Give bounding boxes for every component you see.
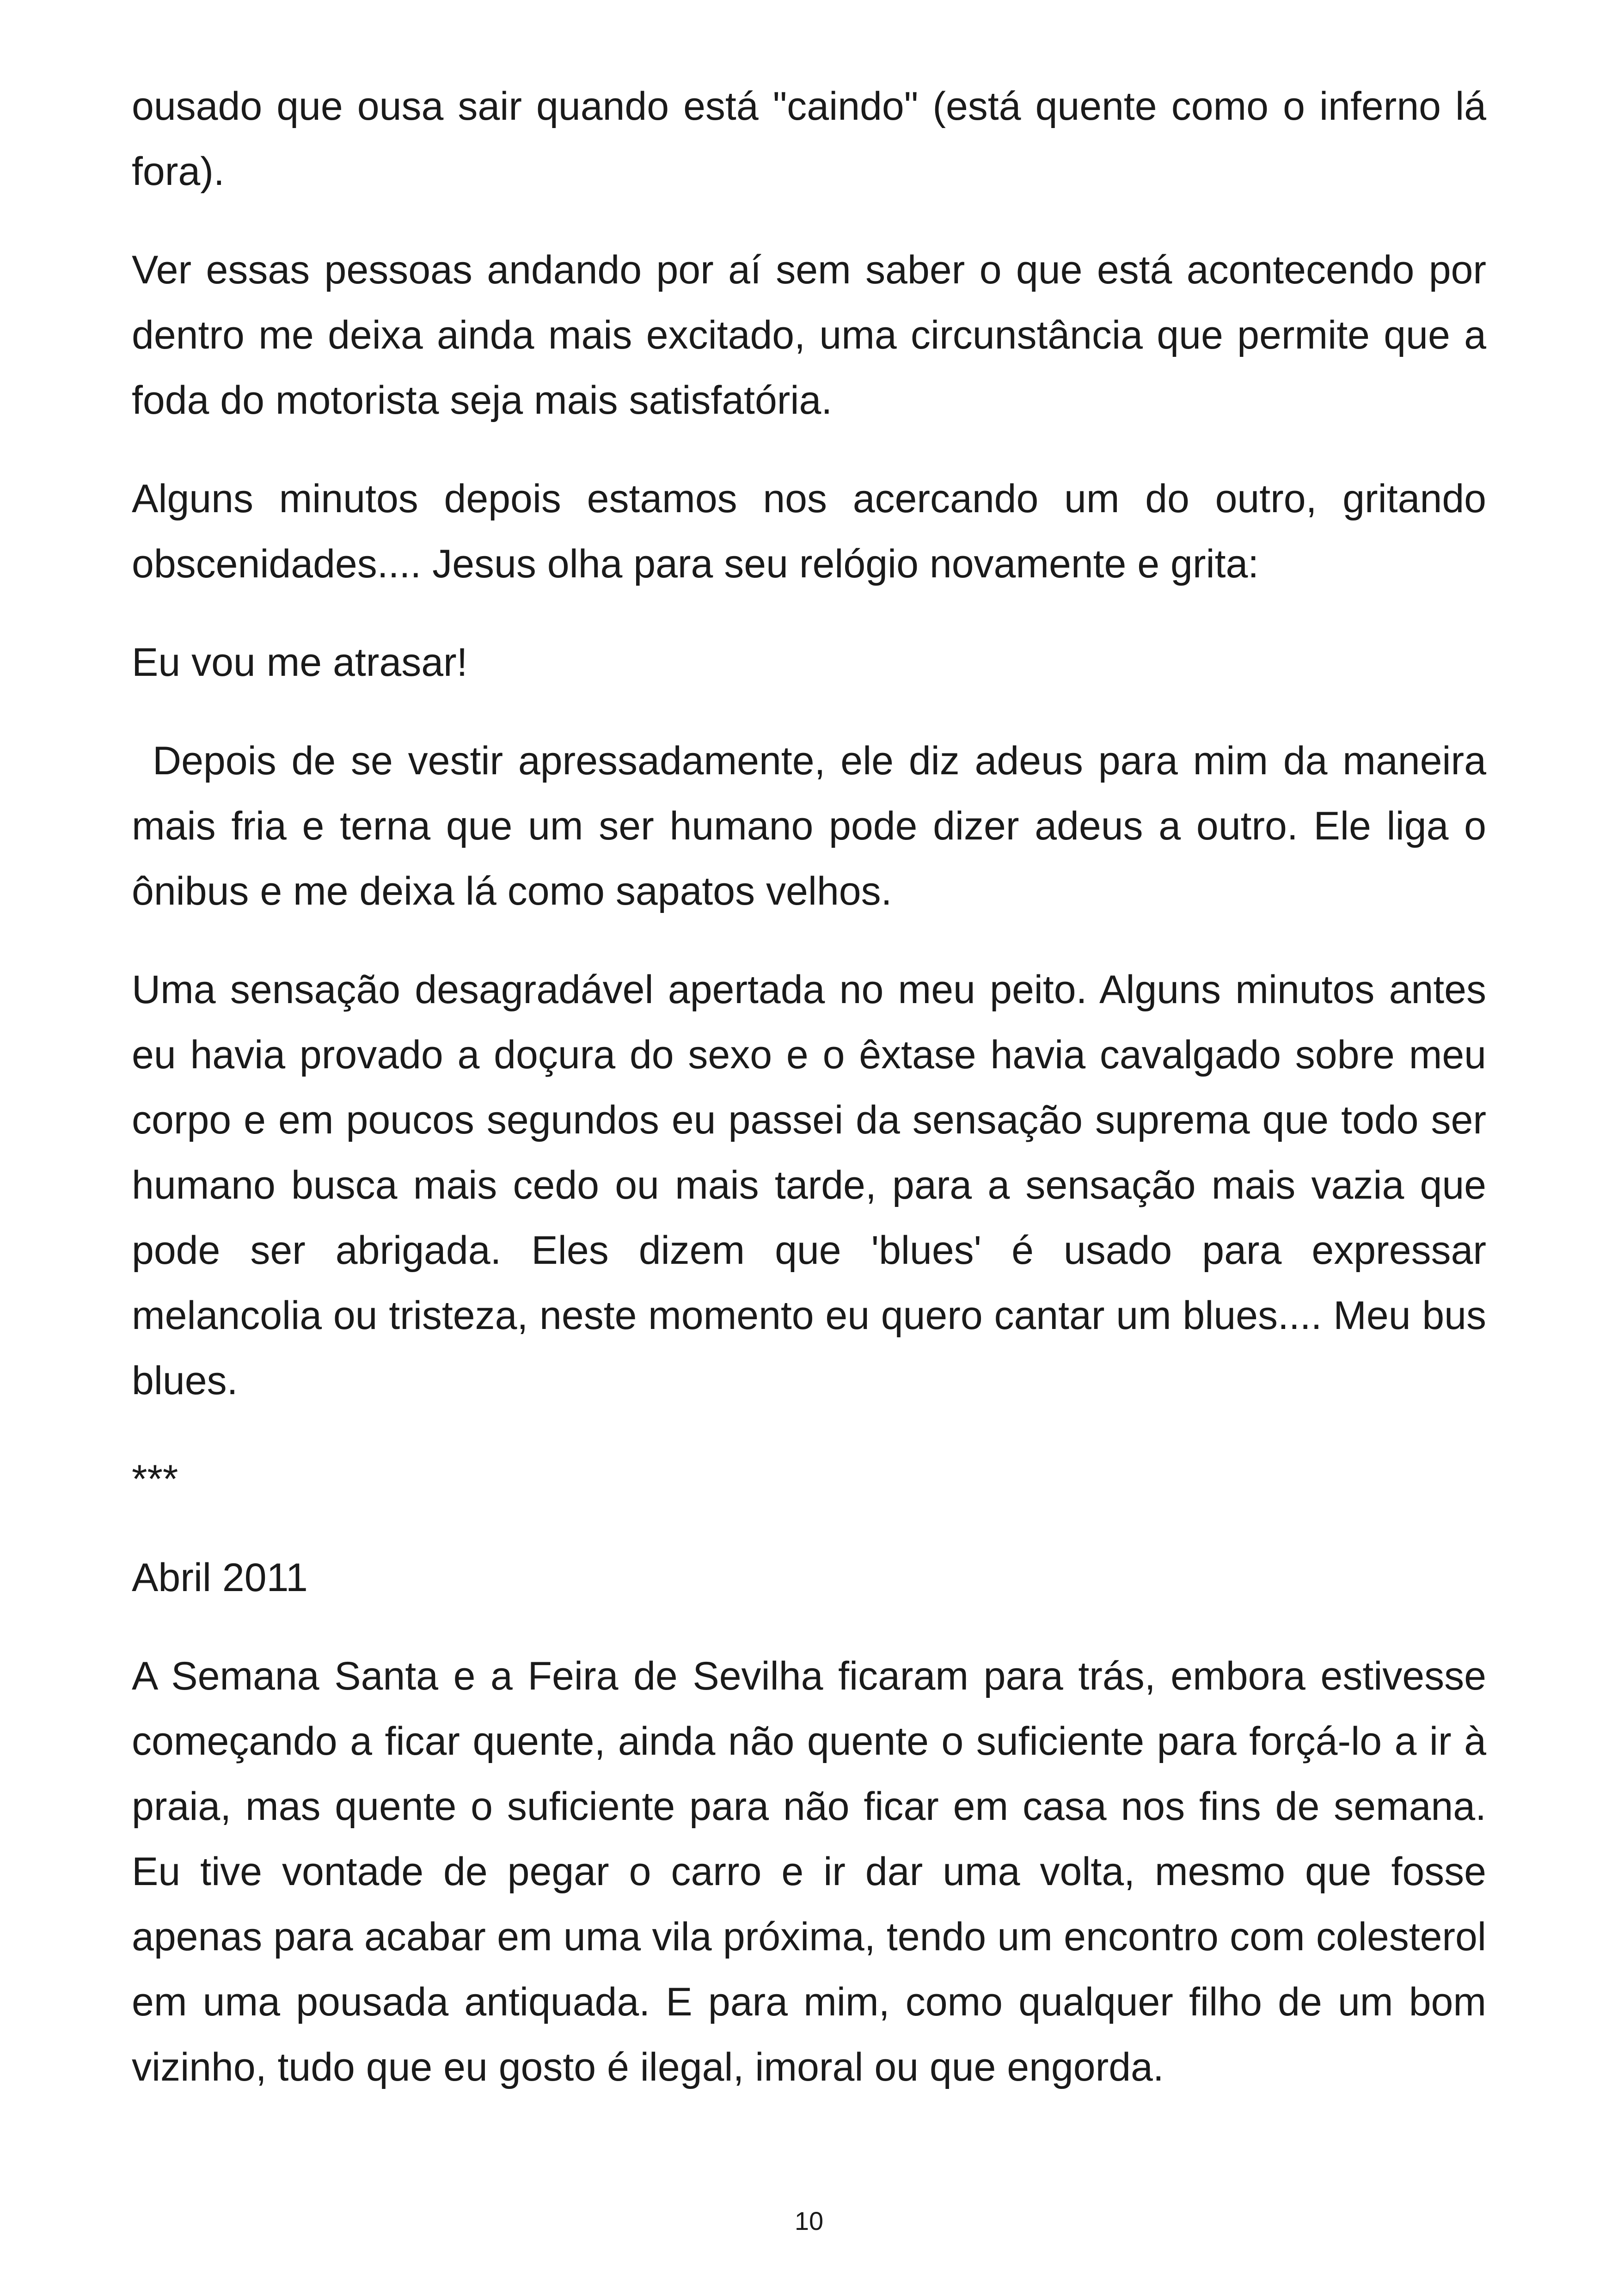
- paragraph-dialogue: Eu vou me atrasar!: [132, 640, 468, 685]
- paragraph-unpleasant-feeling: Uma sensação desagradável apertada no meu peito. Alguns minutos antes eu havia provado a doçura do sexo e o êxtase havia cavalgado sobre meu corpo e em poucos segundos eu passei da sensação suprema que todo ser humano busca mais cedo ou mais tarde, para a sensação mais vazia que pode ser abrigada. Eles dizem que 'blues' é usado para expressar melancolia ou tristeza, neste momento eu quero cantar um blues.... Meu bus blues.: [132, 967, 1486, 1403]
- paragraph-holy-week: A Semana Santa e a Feira de Sevilha ficaram para trás, embora estivesse começando a ficar quente, ainda não quente o suficiente para forçá-lo a ir à praia, mas quente o suficiente para não ficar em casa nos fins de semana. Eu tive vontade de pegar o carro e ir dar uma volta, mesmo que fosse apenas para acabar em uma vila próxima, tendo um encontro com colesterol em uma pousada antiquada. E para mim, como qualquer filho de um bom vizinho, tudo que eu gosto é ilegal, imoral ou que engorda.: [132, 1654, 1486, 2089]
- section-separator: ***: [132, 1457, 178, 1501]
- paragraph-minutes-later: Alguns minutos depois estamos nos acercando um do outro, gritando obscenidades.... Jesus olha para seu relógio novamente e grita:: [132, 477, 1486, 586]
- paragraph-people-walking: Ver essas pessoas andando por aí sem saber o que está acontecendo por dentro me deixa ainda mais excitado, uma circunstância que permite que a foda do motorista seja mais satisfatória.: [132, 248, 1486, 422]
- body-text: [132, 74, 1486, 2133]
- page-number: 10: [794, 2206, 824, 2235]
- paragraph-continuation: ousado que ousa sair quando está "caindo" (está quente como o inferno lá fora).: [132, 84, 1486, 194]
- paragraph-getting-dressed: Depois de se vestir apressadamente, ele diz adeus para mim da maneira mais fria e terna que um ser humano pode dizer adeus a outro. Ele liga o ônibus e me deixa lá como sapatos velhos.: [132, 739, 1486, 913]
- section-date-heading: Abril 2011: [132, 1555, 308, 1600]
